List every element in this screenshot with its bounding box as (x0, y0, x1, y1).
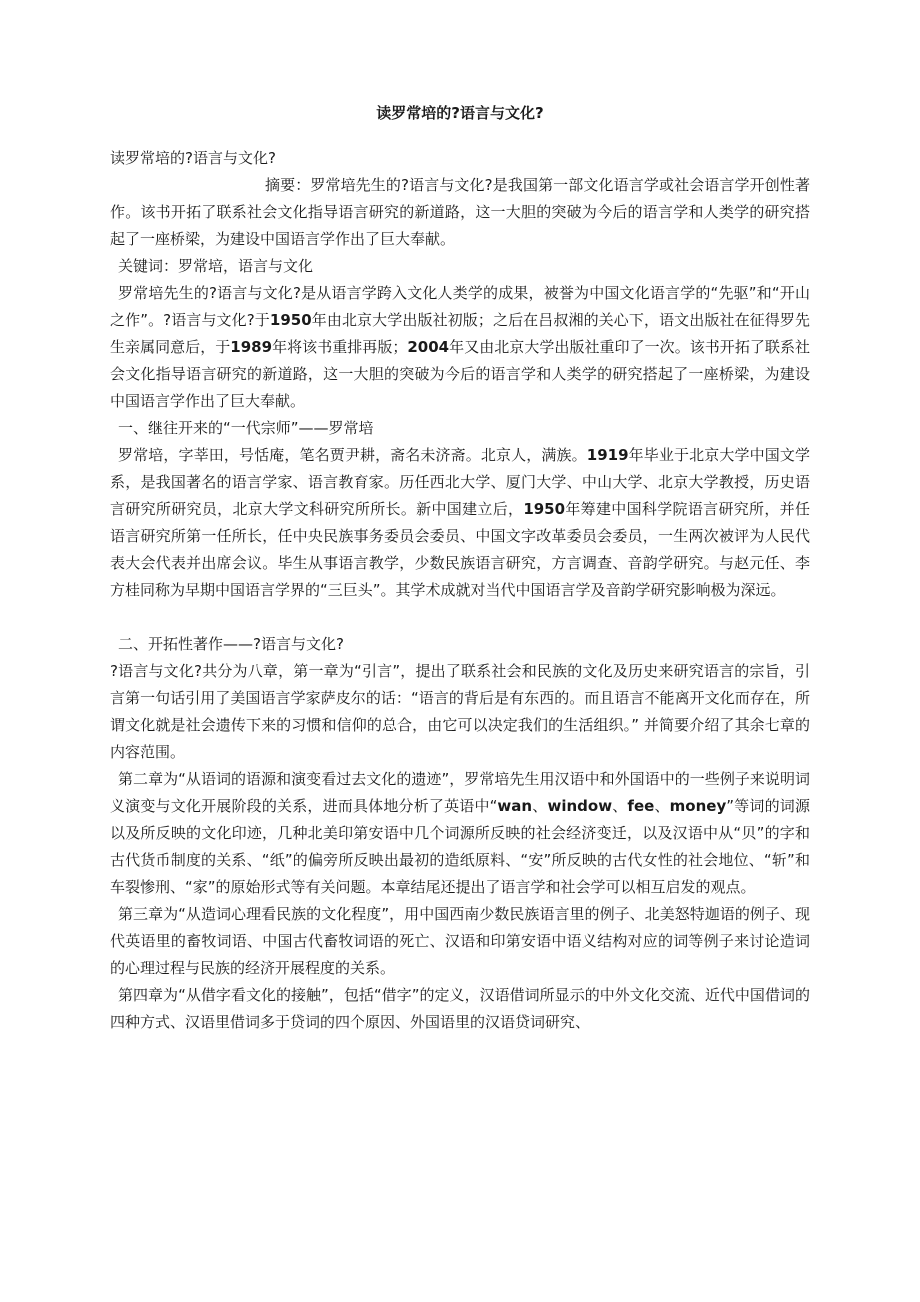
heading-section-2: 二、开拓性著作——?语言与文化? (118, 635, 344, 653)
paragraph-chapter2: 第二章为“从语词的语源和演变看过去文化的遗迹”，罗常培先生用汉语中和外国语中的一些例子来说明词义演变与文化开展阶段的关系，进而具体地分析了英语中“wan、window、fee、money”等词的词源以及所反映的文化印迹，几种北美印第安语中几个词源所反映的社会经济变迁，以及汉语中从“贝”的字和古代货币制度的关系、“纸”的偏旁所反映出最初的造纸原料、“安”所反映的古代女性的社会地位、“斩”和车裂惨刑、“家”的原始形式等有关问题。本章结尾还提出了语言学和社会学可以相互启发的观点。 (110, 770, 810, 896)
paragraph-chapter3: 第三章为“从造词心理看民族的文化程度”，用中国西南少数民族语言里的例子、北美怒特迦语的例子、现代英语里的畜牧词语、中国古代畜牧词语的死亡、汉语和印第安语中语义结构对应的词等例子来讨论造词的心理过程与民族的经济开展程度的关系。 (110, 905, 810, 977)
document-title: 读罗常培的?语言与文化? (376, 104, 544, 122)
paragraph-biography: 罗常培，字莘田，号恬庵，笔名贾尹耕，斋名未济斋。北京人，满族。1919年毕业于北京大学中国文学系，是我国著名的语言学家、语言教育家。历任西北大学、厦门大学、中山大学、北京大学教授，历史语言研究所研究员，北京大学文科研究所所长。新中国建立后，1950年筹建中国科学院语言研究所，并任语言研究所第一任所长，任中央民族事务委员会委员、中国文字改革委员会委员，一生两次被评为人民代表大会代表并出席会议。毕生从事语言教学，少数民族语言研究，方言调查、音韵学研究。与赵元任、李方桂同称为早期中国语言学界的“三巨头”。其学术成就对当代中国语言学及音韵学研究影响极为深远。 (110, 446, 810, 599)
heading-section-1: 一、继往开来的“一代宗师”——罗常培 (118, 419, 374, 437)
document-subtitle: 读罗常培的?语言与文化? (110, 149, 276, 167)
paragraph-intro: 罗常培先生的?语言与文化?是从语言学跨入文化人类学的成果，被誉为中国文化语言学的“先驱”和“开山之作”。?语言与文化?于1950年由北京大学出版社初版；之后在吕叔湘的关心下，语文出版社在征得罗先生亲属同意后，于1989年将该书重排再版；2004年又由北京大学出版社重印了一次。该书开拓了联系社会文化指导语言研究的新道路，这一大胆的突破为今后的语言学和人类学的研究搭起了一座桥梁，为建设中国语言学作出了巨大奉献。 (110, 284, 810, 410)
paragraph-chapter1: ?语言与文化?共分为八章，第一章为“引言”，提出了联系社会和民族的文化及历史来研究语言的宗旨，引言第一句话引用了美国语言学家萨皮尔的话：“语言的背后是有东西的。而且语言不能离开文化而存在，所谓文化就是社会遗传下来的习惯和信仰的总合，由它可以决定我们的生活组织。” 并简要介绍了其余七章的内容范围。 (110, 662, 810, 761)
paragraph-chapter4: 第四章为“从借字看文化的接触”，包括“借字”的定义，汉语借词所显示的中外文化交流、近代中国借词的四种方式、汉语里借词多于贷词的四个原因、外国语里的汉语贷词研究、 (110, 986, 810, 1031)
paragraph-keywords: 关键词：罗常培，语言与文化 (118, 257, 314, 275)
paragraph-abstract: 摘要：罗常培先生的?语言与文化?是我国第一部文化语言学或社会语言学开创性著作。该书开拓了联系社会文化指导语言研究的新道路，这一大胆的突破为今后的语言学和人类学的研究搭起了一座桥梁，为建设中国语言学作出了巨大奉献。 (110, 176, 810, 248)
